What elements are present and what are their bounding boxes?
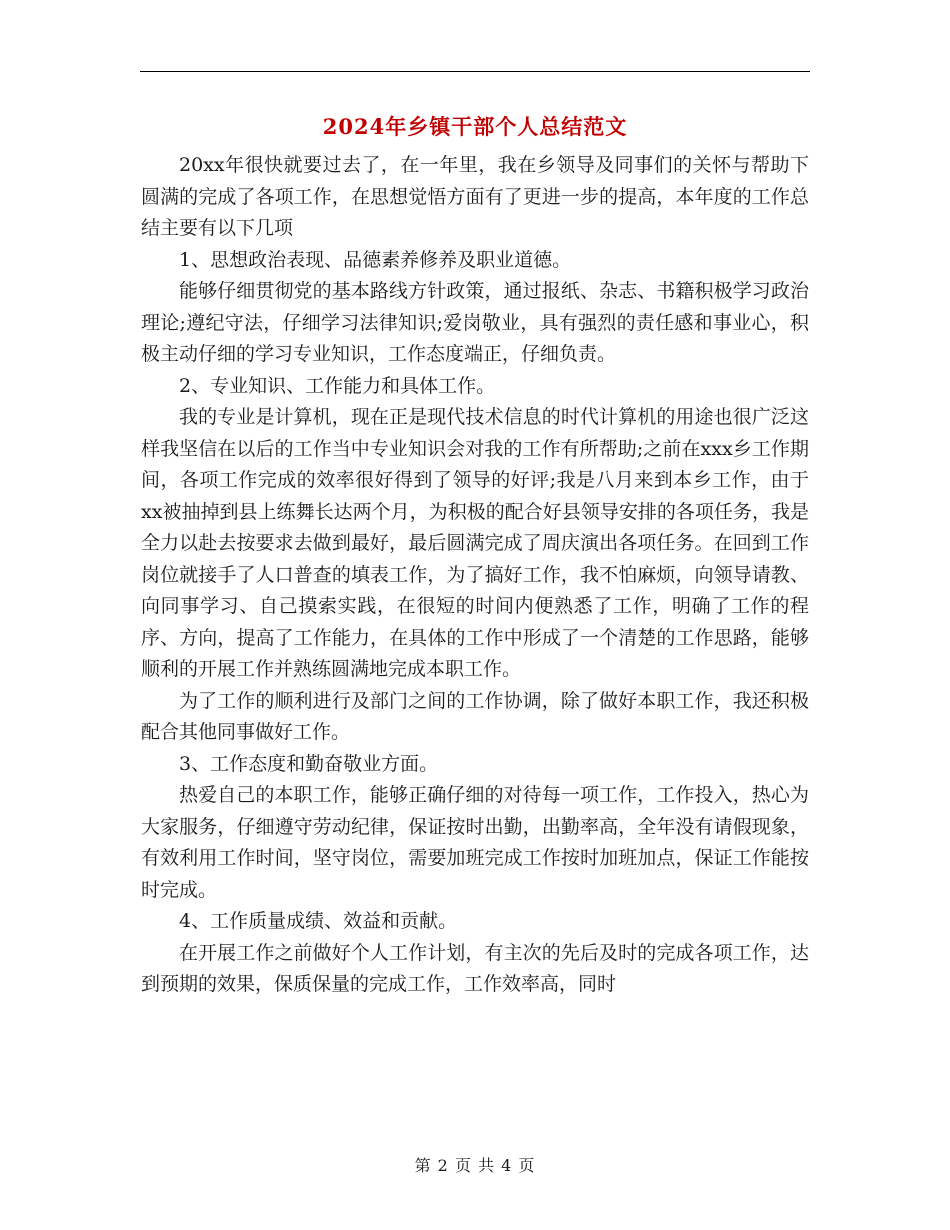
paragraph-section-2-cont: 为了工作的顺利进行及部门之间的工作协调，除了做好本职工作，我还积极配合其他同事做好工作。 xyxy=(141,689,809,743)
section-heading-4: 4、工作质量成绩、效益和贡献。 xyxy=(179,910,458,932)
section-heading-2: 2、专业知识、工作能力和具体工作。 xyxy=(179,374,496,397)
paragraph-intro: 20xx年很快就要过去了，在一年里，我在乡领导及同事们的关怀与帮助下圆满的完成了各项工作，在思想觉悟方面有了更进一步的提高，本年度的工作总结主要有以下几项 xyxy=(141,154,809,239)
header-rule xyxy=(140,71,810,72)
section-heading-3: 3、工作态度和勤奋敬业方面。 xyxy=(179,752,439,775)
paragraph-section-1: 能够仔细贯彻党的基本路线方针政策，通过报纸、杂志、书籍积极学习政治理论;遵纪守法，仔细学习法律知识;爱岗敬业，具有强烈的责任感和事业心，积极主动仔细的学习专业知识，工作态度端正，仔细负责。 xyxy=(141,280,809,365)
paragraph-section-4: 在开展工作之前做好个人工作计划，有主次的先后及时的完成各项工作，达到预期的效果，保质保量的完成工作，工作效率高，同时 xyxy=(141,941,809,995)
paragraph-section-3: 热爱自己的本职工作，能够正确仔细的对待每一项工作，工作投入，热心为大家服务，仔细遵守劳动纪律，保证按时出勤，出勤率高，全年没有请假现象，有效利用工作时间，坚守岗位，需要加班完成工作按时加班加点，保证工作能按时完成。 xyxy=(141,784,809,901)
document-body xyxy=(141,150,809,1001)
section-heading-1: 1、思想政治表现、品德素养修养及职业道德。 xyxy=(179,248,572,271)
page-number-footer: 第 2 页 共 4 页 xyxy=(414,1156,536,1175)
paragraph-section-2: 我的专业是计算机，现在正是现代技术信息的时代计算机的用途也很广泛这样我坚信在以后的工作当中专业知识会对我的工作有所帮助;之前在xxx乡工作期间，各项工作完成的效率很好得到了领导的好评;我是八月来到本乡工作，由于xx被抽掉到县上练舞长达两个月，为积极的配合好县领导安排的各项任务，我是全力以赴去按要求去做到最好，最后圆满完成了周庆演出各项任务。在回到工作岗位就接手了人口普查的填表工作，为了搞好工作，我不怕麻烦，向领导请教、向同事学习、自己摸索实践，在很短的时间内便熟悉了工作，明确了工作的程序、方向，提高了工作能力，在具体的工作中形成了一个清楚的工作思路，能够顺利的开展工作并熟练圆满地完成本职工作。 xyxy=(141,406,809,680)
document-title: 2024年乡镇干部个人总结范文 xyxy=(322,114,628,139)
